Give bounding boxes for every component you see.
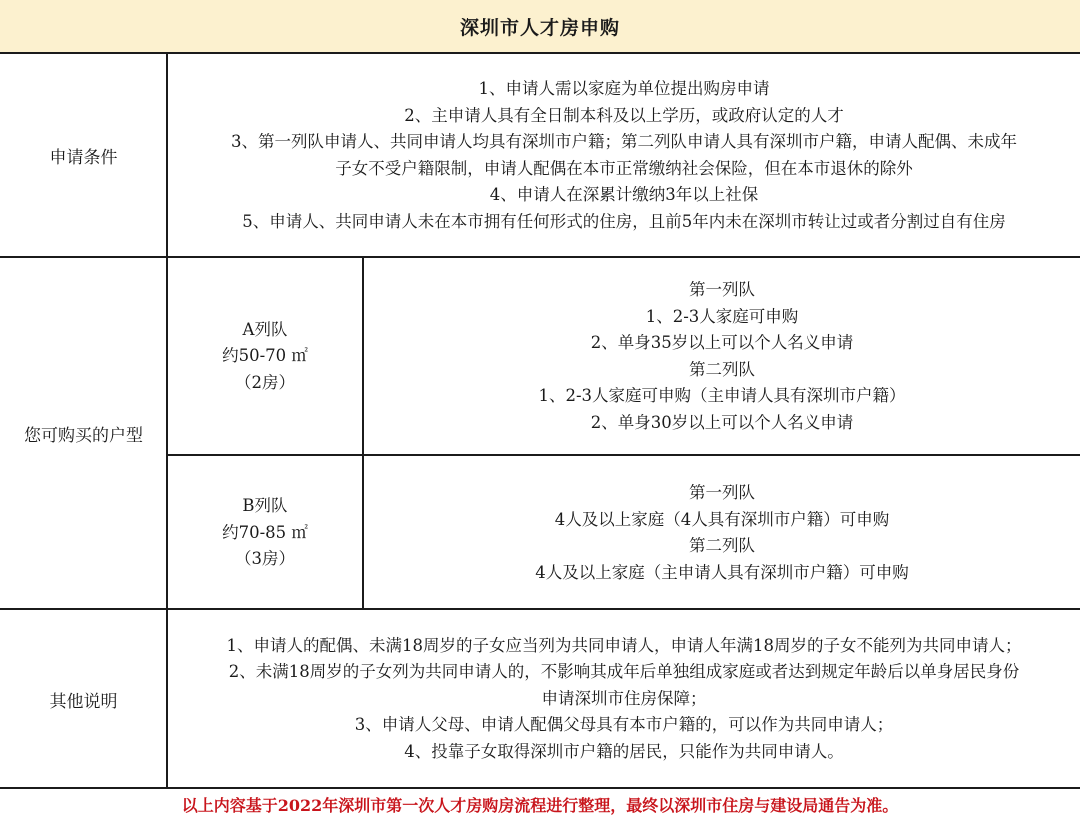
notes-label: 其他说明 [49,691,118,712]
note-line: 3、申请人父母、申请人配偶父母具有本市户籍的，可以作为共同申请人； [354,715,894,735]
condition-line: 1、申请人需以家庭为单位提出购房申请 [478,79,770,98]
note-line: 4、投靠子女取得深圳市户籍的居民，只能作为共同申请人。 [404,741,844,761]
conditions-label: 申请条件 [49,148,118,168]
divider [166,53,168,788]
type-a-rules [364,258,1080,455]
note-line: 2、未满18周岁的子女列为共同申请人的，不影响其成年后单独组成家庭或者达到规定年龄后以单身居民身份 [228,662,1020,682]
table-title: 深圳市人才房申购 [0,0,1080,53]
rule-line: 2、单身35岁以上可以个人名义申请 [590,333,854,352]
rule-line: 第一列队 [689,483,755,502]
divider [0,52,1080,54]
type-b-name: B列队 [242,496,288,516]
rule-line: 4人及以上家庭（主申请人具有深圳市户籍）可申购 [535,562,909,582]
type-a-rooms: （2房） [235,372,295,392]
type-a-name: A列队 [242,319,288,339]
rule-line: 1、2-3人家庭可申购（主申请人具有深圳市户籍） [538,386,906,405]
divider [167,454,1080,456]
type-a-area: 约50-70 ㎡ [222,346,308,366]
conditions-content [168,60,1080,251]
type-b-rules [364,457,1080,609]
condition-line: 4、申请人在深累计缴纳3年以上社保 [489,185,759,204]
footer-note: 以上内容基于2022年深圳市第一次人才房购房流程进行整理，最终以深圳市住房与建设局通告为准。 [181,796,899,815]
type-b-cell [168,457,362,609]
rule-line: 第一列队 [689,280,755,299]
rule-line: 2、单身30岁以上可以个人名义申请 [590,412,854,432]
rule-line: 第二列队 [689,359,755,379]
condition-line: 子女不受户籍限制，申请人配偶在本市正常缴纳社会保险，但在本市退休的除外 [335,158,913,178]
type-a-cell [168,258,362,455]
condition-line: 5、申请人、共同申请人未在本市拥有任何形式的住房，且前5年内未在深圳市转让过或者分割过自有住房 [242,211,1006,231]
notes-content [168,614,1080,784]
divider [0,256,1080,258]
rule-line: 1、2-3人家庭可申购 [645,306,799,326]
condition-line: 2、主申请人具有全日制本科及以上学历，或政府认定的人才 [404,105,844,125]
rule-line: 4人及以上家庭（4人具有深圳市户籍）可申购 [554,509,890,529]
note-line: 1、申请人的配偶、未满18周岁的子女应当列为共同申请人，申请人年满18周岁的子女不能列为共同申请人； [226,635,1022,655]
condition-line: 3、第一列队申请人、共同申请人均具有深圳市户籍；第二列队申请人具有深圳市户籍，申请人配偶、未成年 [231,132,1017,151]
divider [0,608,1080,610]
divider [362,257,364,609]
housing-types-label: 您可购买的户型 [24,426,143,446]
divider [0,787,1080,789]
note-line: 申请深圳市住房保障； [541,688,707,708]
type-b-area: 约70-85 ㎡ [222,522,308,542]
rule-line: 第二列队 [689,536,755,555]
type-b-rooms: （3房） [235,549,295,569]
